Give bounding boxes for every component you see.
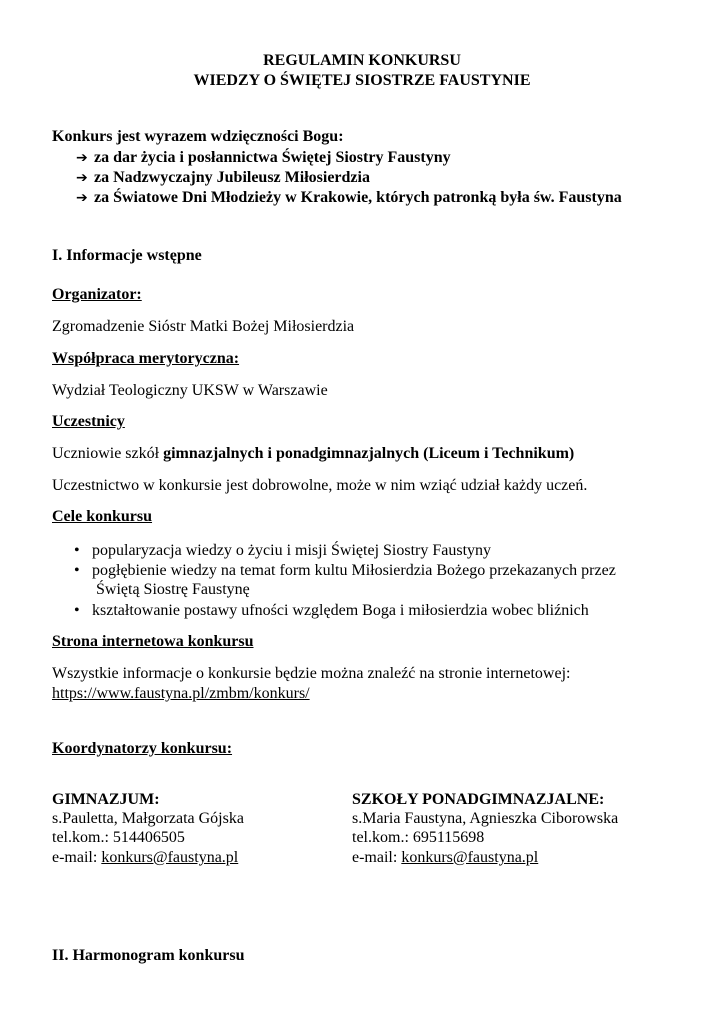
bullet-icon: • [74,602,80,619]
participation-note: Uczestnictwo w konkursie jest dobrowolne, może w nim wziąć udział każdy uczeń. [52,477,588,494]
goal-item-3-text: kształtowanie postawy ufności względem Boga i miłosierdzia wobec bliźnich [92,602,589,619]
cooperation-value: Wydział Teologiczny UKSW w Warszawie [52,382,328,399]
cooperation-label: Współpraca merytoryczna: [52,350,240,367]
goal-item-2-text: pogłębienie wiedzy na temat form kultu Miłosierdzia Bożego przekazanych przez [92,562,616,579]
coordinator-right-title: SZKOŁY PONADGIMNAZJALNE: [352,791,605,808]
arrow-right-icon: ➔ [76,150,88,166]
website-label: Strona internetowa konkursu [52,633,254,650]
participants-label: Uczestnicy [52,413,125,430]
goal-item-3 [74,602,589,620]
bullet-icon: • [74,562,80,579]
participants-prefix: Uczniowie szkół [52,445,164,462]
arrow-right-icon: ➔ [76,190,88,206]
intro-item-2 [76,169,370,187]
organizer-value: Zgromadzenie Sióstr Matki Bożej Miłosierdzia [52,318,355,335]
intro-item-3 [76,189,622,207]
intro-heading: Konkurs jest wyrazem wdzięczności Bogu: [52,128,344,145]
coordinator-left-email-link[interactable]: konkurs@faustyna.pl [101,849,239,866]
coordinator-left-title: GIMNAZJUM: [52,791,160,808]
coordinator-left-email [52,849,238,867]
organizer-label: Organizator: [52,286,142,303]
coordinator-left-phone: tel.kom.: 514406505 [52,829,185,846]
goals-label: Cele konkursu [52,508,153,525]
goal-item-1 [74,542,491,560]
website-link[interactable]: https://www.faustyna.pl/zmbm/konkurs/ [52,685,310,702]
document-title-line1: REGULAMIN KONKURSU [263,52,461,69]
bullet-icon: • [74,542,80,559]
participants-schools: gimnazjalnych i ponadgimnazjalnych (Liceum i Technikum) [163,445,575,462]
arrow-right-icon: ➔ [76,170,88,186]
coordinator-right-phone: tel.kom.: 695115698 [352,829,485,846]
coordinators-heading: Koordynatorzy konkursu: [52,740,233,757]
email-prefix: e-mail: [52,849,102,866]
goal-item-1-text: popularyzacja wiedzy o życiu i misji Świętej Siostry Faustyny [92,542,492,559]
goal-item-2-continuation: Świętą Siostrę Faustynę [96,581,250,598]
document-title-line2: WIEDZY O ŚWIĘTEJ SIOSTRZE FAUSTYNIE [193,72,531,89]
coordinator-right-names: s.Maria Faustyna, Agnieszka Ciborowska [352,810,619,827]
intro-item-3-text: za Światowe Dni Młodzieży w Krakowie, których patronką była św. Faustyna [94,189,622,206]
email-prefix: e-mail: [352,849,402,866]
coordinator-right-email-link[interactable]: konkurs@faustyna.pl [401,849,539,866]
section-1-heading: I. Informacje wstępne [52,247,202,264]
goal-item-2 [74,562,616,580]
intro-item-2-text: za Nadzwyczajny Jubileusz Miłosierdzia [94,169,370,186]
section-2-heading: II. Harmonogram konkursu [52,947,245,964]
website-text: Wszystkie informacje o konkursie będzie można znaleźć na stronie internetowej: [52,665,571,682]
intro-item-1 [76,149,451,167]
participants-value [52,445,574,463]
coordinator-right-email [352,849,538,867]
intro-item-1-text: za dar życia i posłannictwa Świętej Siostry Faustyny [94,149,451,166]
coordinator-left-names: s.Pauletta, Małgorzata Gójska [52,810,244,827]
